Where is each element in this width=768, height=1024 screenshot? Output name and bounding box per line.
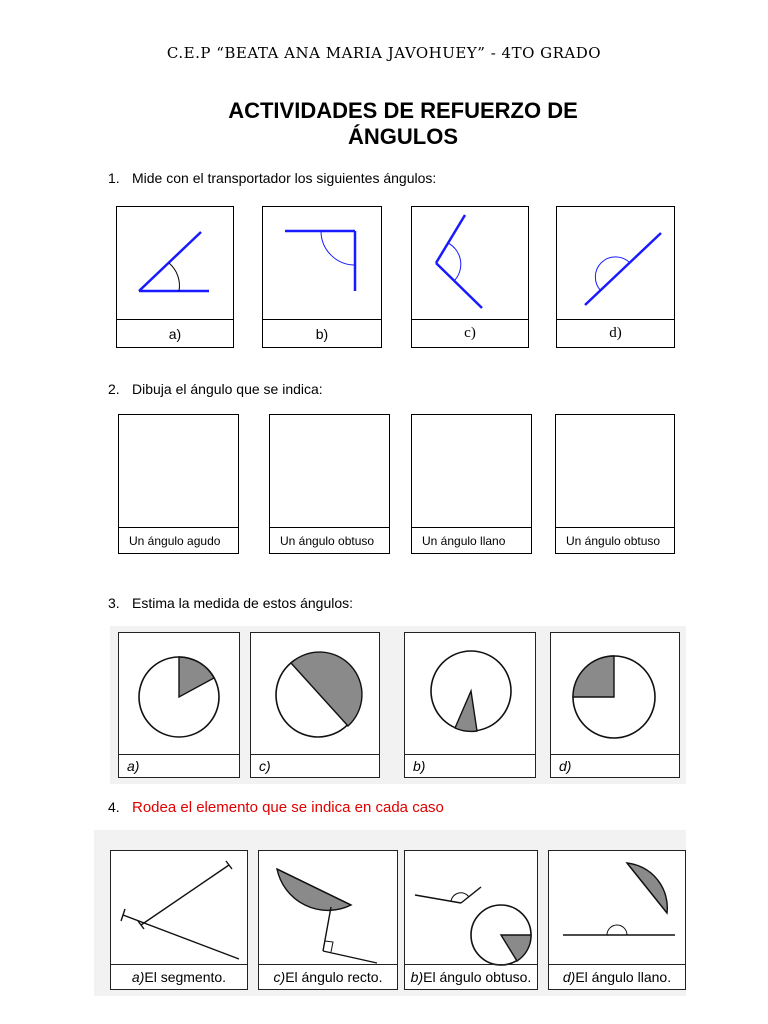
question-4: [108, 799, 444, 816]
estimate-label-c: c): [251, 754, 379, 777]
estimate-box-c: [250, 632, 380, 778]
question-number: 2.: [108, 381, 120, 397]
angle-box-c: [411, 206, 529, 348]
estimate-figure-d: [551, 633, 681, 757]
identify-label-c: c) El ángulo recto.: [259, 964, 397, 989]
angle-figure-d: [557, 207, 676, 322]
identify-label-b: b) El ángulo obtuso.: [405, 964, 537, 989]
draw-box-3[interactable]: [411, 414, 532, 554]
estimate-label-b: b): [405, 754, 535, 777]
identify-box-c: [258, 850, 398, 990]
estimate-scan: [110, 626, 686, 784]
estimate-box-a: [118, 632, 240, 778]
question-number: 1.: [108, 170, 120, 186]
estimate-box-d: [550, 632, 680, 778]
angle-box-d: [556, 206, 675, 348]
draw-box-2[interactable]: [269, 414, 390, 554]
question-text: Mide con el transportador los siguientes ángulos:: [132, 170, 437, 186]
draw-box-4[interactable]: [555, 414, 675, 554]
angle-box-a: [116, 206, 234, 348]
page-title: [0, 98, 768, 150]
angle-label-a: a): [117, 319, 233, 347]
estimate-label-d: d): [551, 754, 679, 777]
draw-label-3: Un ángulo llano: [412, 527, 531, 553]
question-number: 3.: [108, 595, 120, 611]
identify-figure-c: [259, 851, 399, 967]
question-number: 4.: [108, 799, 120, 815]
question-2: [108, 381, 323, 397]
identify-label-a: a) El segmento.: [111, 964, 247, 989]
draw-label-4: Un ángulo obtuso: [556, 527, 674, 553]
angle-label-c: c): [412, 319, 528, 347]
question-text: Dibuja el ángulo que se indica:: [132, 381, 323, 397]
identify-box-d: [548, 850, 686, 990]
question-text: Estima la medida de estos ángulos:: [132, 595, 354, 611]
angle-label-d: d): [557, 319, 674, 347]
identify-scan: [94, 830, 686, 996]
identify-box-a: [110, 850, 248, 990]
identify-figure-b: [405, 851, 539, 967]
identify-figure-a: [111, 851, 249, 967]
title-line-1: ACTIVIDADES DE REFUERZO DE: [228, 98, 578, 123]
draw-label-2: Un ángulo obtuso: [270, 527, 389, 553]
draw-label-1: Un ángulo agudo: [119, 527, 238, 553]
question-text: Rodea el elemento que se indica en cada caso: [132, 799, 444, 816]
angle-figure-b: [263, 207, 383, 322]
question-1: [108, 170, 436, 186]
estimate-box-b: [404, 632, 536, 778]
estimate-figure-a: [119, 633, 241, 757]
identify-box-b: [404, 850, 538, 990]
draw-box-1[interactable]: [118, 414, 239, 554]
angle-label-b: b): [263, 319, 381, 347]
school-header: C.E.P “BEATA ANA MARIA JAVOHUEY” - 4TO GRADO: [166, 44, 602, 62]
identify-figure-d: [549, 851, 687, 967]
angle-figure-a: [117, 207, 235, 322]
question-3: [108, 595, 353, 611]
title-line-2: ÁNGULOS: [348, 124, 458, 149]
estimate-figure-c: [251, 633, 381, 757]
estimate-figure-b: [405, 633, 537, 757]
estimate-label-a: a): [119, 754, 239, 777]
identify-label-d: d) El ángulo llano.: [549, 964, 685, 989]
angle-figure-c: [412, 207, 530, 322]
angle-box-b: [262, 206, 382, 348]
